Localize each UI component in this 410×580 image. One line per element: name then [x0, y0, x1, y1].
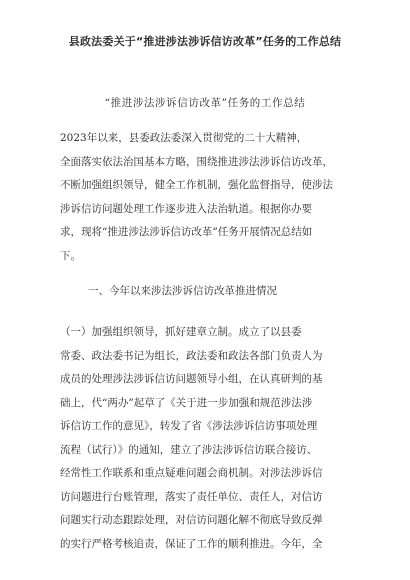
- text-line: 流程（试行）》的通知，建立了涉法涉诉信访联合接访、: [60, 443, 318, 456]
- text-line: 求，现将“推进涉法涉诉信访改革”任务开展情况总结如: [60, 226, 313, 238]
- text-line: 的实行严格考核追责，保证了工作的顺利推进。今年，全: [60, 537, 323, 550]
- document-subtitle: “推进涉法涉诉信访改革”任务的工作总结: [104, 97, 306, 109]
- section-heading: 一、今年以来涉法涉诉信访改革推进情况: [88, 285, 277, 297]
- text-line: 2023年以来，县委政法委深入贯彻党的二十大精神，: [60, 132, 308, 144]
- text-line: 经常性工作联系和重点疑难问题会商机制。对涉法涉诉信: [60, 467, 323, 479]
- text-line: 不断加强组织领导，健全工作机制，强化监督指导，使涉法: [60, 179, 333, 191]
- text-line: 础上，代“两办”起草了《关于进一步加强和规范涉法涉: [60, 396, 313, 409]
- body-paragraph: [60, 321, 360, 556]
- text-line: 成员的处理涉法涉诉信访问题领导小组，在认真研判的基: [60, 373, 323, 385]
- text-line: 常委、政法委书记为组长，政法委和政法各部门负责人为: [60, 349, 323, 362]
- text-line: 下。: [60, 249, 81, 262]
- document-title: 县政法委关于“推进涉法涉诉信访改革”任务的工作总结: [68, 35, 342, 48]
- text-line: 涉诉信访问题处理工作逐步进入法治轨道。根据你办要: [60, 202, 312, 215]
- intro-paragraph: [60, 127, 360, 268]
- text-line: （一）加强组织领导，抓好建章立制。成立了以县委: [60, 326, 302, 338]
- text-line: 诉信访工作的意见》，转发了省《涉法涉诉信访事项处理: [60, 420, 318, 432]
- text-line: 问题实行动态跟踪处理，对信访问题化解不彻底导致反弹: [60, 514, 323, 526]
- text-line: 访问题进行台账管理，落实了责任单位、责任人，对信访: [60, 490, 323, 503]
- text-line: 全面落实依法治国基本方略，围绕推进涉法涉诉信访改革，: [60, 155, 333, 168]
